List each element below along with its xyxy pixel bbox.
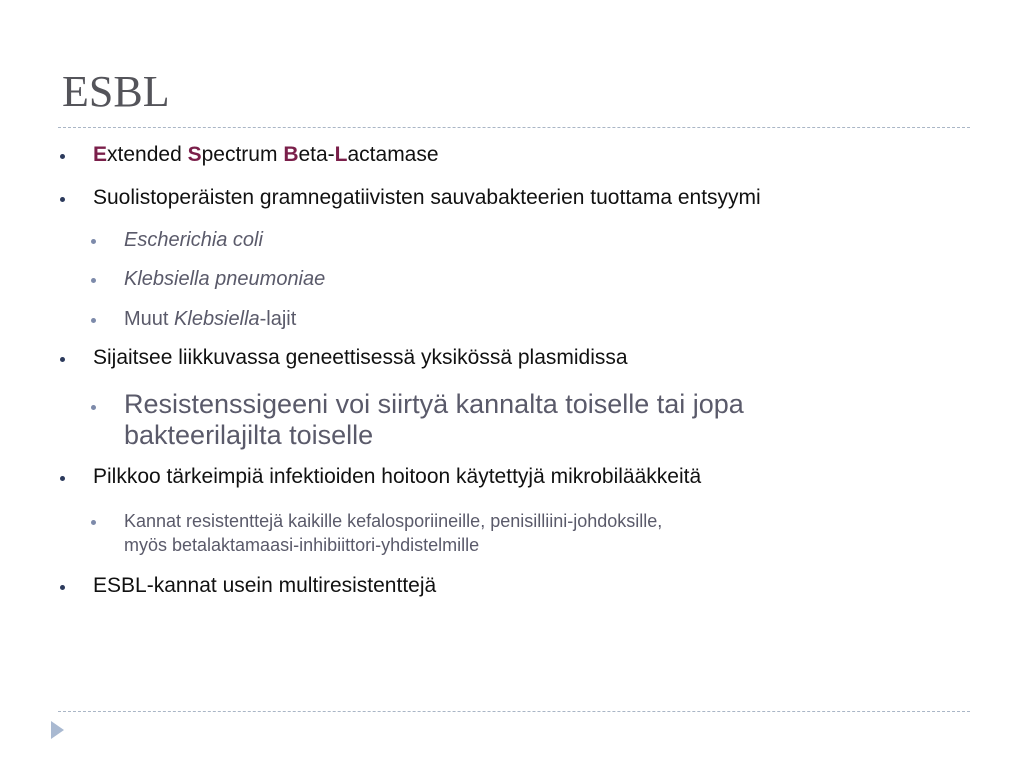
bullet-text: Suolistoperäisten gramnegatiivisten sauvabakteerien tuottama entsyymi bbox=[93, 186, 761, 209]
bullet-text: Sijaitsee liikkuvassa geneettisessä yksikössä plasmidissa bbox=[93, 346, 628, 369]
acronym-letter-l: L bbox=[334, 143, 348, 166]
sub-bullet-text-line-2: bakteerilajilta toiselle bbox=[124, 420, 374, 450]
acronym-word-rest: pectrum bbox=[201, 143, 284, 166]
sub-bullet-icon bbox=[91, 405, 96, 410]
bullet-icon bbox=[60, 357, 65, 362]
bullet-icon bbox=[60, 154, 65, 159]
sub-bullet-text-suffix: -lajit bbox=[259, 308, 297, 330]
bullet-icon bbox=[60, 585, 65, 590]
acronym-letter-s: S bbox=[187, 143, 202, 166]
slide-title: ESBL bbox=[62, 67, 170, 116]
sub-bullet-text: Escherichia coli bbox=[124, 229, 263, 251]
sub-bullet-icon bbox=[91, 278, 96, 283]
acronym-word-rest: xtended bbox=[107, 143, 188, 166]
bullet-text: Pilkkoo tärkeimpiä infektioiden hoitoon käytettyjä mikrobilääkkeitä bbox=[93, 465, 702, 488]
bullet-text bbox=[93, 142, 439, 167]
sub-bullet-icon bbox=[91, 318, 96, 323]
bullet-icon bbox=[60, 197, 65, 202]
footer-divider bbox=[58, 711, 970, 712]
sub-bullet-icon bbox=[91, 239, 96, 244]
acronym-word-rest: eta- bbox=[298, 143, 335, 166]
sub-bullet-icon bbox=[91, 520, 96, 525]
sub-bullet-text bbox=[124, 307, 296, 331]
sub-bullet-text-line-1: Resistenssigeeni voi siirtyä kannalta toiselle tai jopa bbox=[124, 389, 744, 419]
bullet-text: ESBL-kannat usein multiresistenttejä bbox=[93, 574, 437, 597]
title-divider bbox=[58, 127, 970, 128]
sub-bullet-text-prefix: Muut bbox=[124, 308, 175, 330]
acronym-word-rest: actamase bbox=[347, 143, 439, 166]
sub-bullet-text-line-1: Kannat resistenttejä kaikille kefalosporiineille, penisilliini-johdoksille, bbox=[124, 511, 663, 531]
bullet-icon bbox=[60, 476, 65, 481]
acronym-letter-e: E bbox=[93, 143, 108, 166]
sub-bullet-text-line-2: myös betalaktamaasi-inhibiittori-yhdistelmille bbox=[124, 535, 480, 555]
sub-bullet-text-genus: Klebsiella bbox=[174, 308, 260, 330]
acronym-letter-b: B bbox=[283, 143, 299, 166]
next-slide-arrow-icon[interactable] bbox=[51, 721, 64, 739]
sub-bullet-text: Klebsiella pneumoniae bbox=[124, 268, 326, 290]
